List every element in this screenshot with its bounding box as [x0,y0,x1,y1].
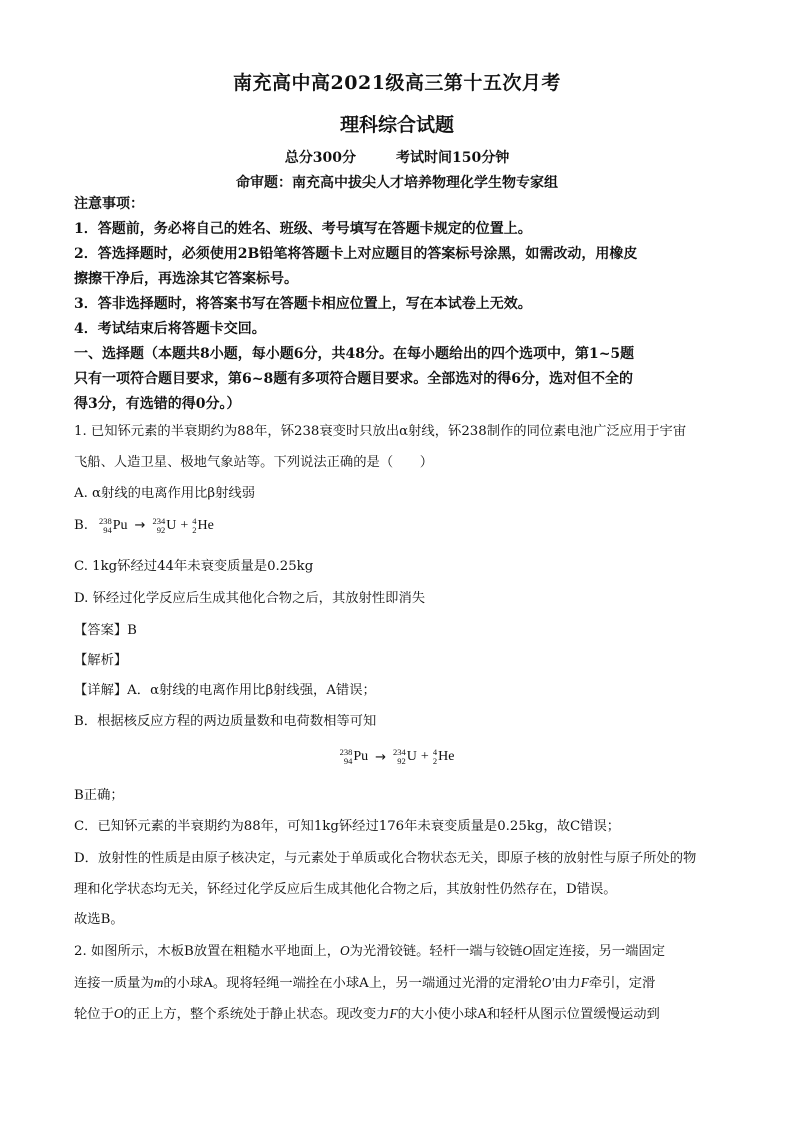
q2-text: 2. 如图所示，木板B放置在粗糙水平地面上， [74,944,341,959]
q2-text: 轮位于 [74,1007,114,1022]
he-charge: 2 [192,525,197,535]
he-nuclide [433,748,455,766]
q2-symbol-m: m [153,975,164,990]
decay-equation [98,516,215,536]
pu-mass: 238 [339,747,353,757]
question-1-stem: 飞船、人造卫星、极地气象站等。下列说法正确的是（ ） [74,455,434,470]
notice-item: 2．答选择题时，必须使用2B铅笔将答题卡上对应题目的答案标号涂黑，如需改动，用橡皮 [74,246,638,262]
option-c: C. 1kg钚经过44年未衰变质量是0.25kg [74,559,314,574]
analysis-label: 【解析】 [74,653,128,668]
question-1-stem: 1. 已知钚元素的半衰期约为88年，钚238衰变时只放出α射线，钚238制作的同位素电池广泛应用于宇宙 [74,424,687,439]
detail-a: 【详解】A．α射线的电离作用比β射线强，A错误； [74,683,376,698]
q2-text: 的小球A。现将轻绳一端拴在小球A上，另一端通过光滑的定滑轮 [163,976,542,991]
q2-symbol-f: F [389,1006,398,1021]
answer-label: 【答案】B [74,623,137,638]
total-score: 总分300分 [284,150,356,166]
q2-text: 的正上方，整个系统处于静止状态。现改变力 [123,1007,390,1022]
notice-item: 擦擦干净后，再选涂其它答案标号。 [74,271,298,287]
option-b [74,516,724,536]
exam-author: 命审题：南充高中拔尖人才培养物理化学生物专家组 [236,175,558,191]
u-nuclide [152,516,176,536]
he-symbol: He [438,749,455,764]
u-symbol: U [166,518,177,533]
u-mass: 234 [393,747,406,757]
q2-text: 为光滑铰链。轻杆一端与铰链 [349,944,523,959]
notice-heading: 注意事项： [74,196,144,212]
he-nuclide [192,516,214,536]
u-charge: 92 [397,756,406,766]
option-d: D. 钚经过化学反应后生成其他化合物之后，其放射性即消失 [74,591,426,606]
decay-equation-display [0,748,794,766]
reaction-arrow: → [375,749,387,765]
conclusion: 故选B。 [74,912,124,927]
section-instructions: 得3分，有选错的得0分。） [74,396,241,412]
u-symbol: U [406,749,417,764]
decay-equation-centered [339,748,456,766]
he-mass: 4 [192,516,197,526]
pu-charge: 94 [103,525,112,535]
q2-text: 由力 [554,976,581,991]
exam-meta [0,147,794,167]
q2-symbol-o: O [113,1006,124,1021]
plus-sign: + [180,518,189,533]
detail-b-result: B正确； [74,788,124,803]
q2-symbol-o-prime: O′ [541,975,555,990]
q2-symbol-o: O [340,943,350,958]
he-charge: 2 [432,756,438,766]
u-nuclide [393,748,417,766]
u-charge: 92 [156,525,166,535]
exam-subtitle: 理科综合试题 [339,114,454,136]
exam-time: 考试时间150分钟 [396,150,510,166]
question-2-line-3 [74,1004,724,1025]
exam-title: 南充高中高2021级高三第十五次月考 [233,72,561,94]
notice-item: 1．答题前，务必将自己的姓名、班级、考号填写在答题卡规定的位置上。 [74,221,532,237]
question-2-line-2 [74,973,724,994]
detail-b: B．根据核反应方程的两边质量数和电荷数相等可知 [74,714,377,729]
q2-text: 固定连接，另一端固定 [532,944,666,959]
q2-text: 连接一质量为 [74,976,154,991]
option-a: A. α射线的电离作用比β射线弱 [74,486,255,501]
option-b-label: B. [74,518,88,533]
he-mass: 4 [432,747,438,757]
q2-text: 的大小使小球A和轻杆从图示位置缓慢运动到 [397,1007,660,1022]
u-mass: 234 [152,516,166,526]
pu-symbol: Pu [353,749,369,764]
q2-symbol-o: O [522,943,533,958]
reaction-arrow: → [134,518,146,533]
detail-d: D．放射性的性质是由原子核决定，与元素处于单质或化合物状态无关，即原子核的放射性与原子所处的物 [74,851,697,866]
pu-nuclide [99,516,128,536]
detail-d: 理和化学状态均无关，钚经过化学反应后生成其他化合物之后，其放射性仍然存在，D错误。 [74,882,617,897]
pu-symbol: Pu [112,518,128,533]
notice-item: 4．考试结束后将答题卡交回。 [74,321,266,337]
pu-nuclide [340,748,369,766]
pu-charge: 94 [343,756,353,766]
detail-c: C．已知钚元素的半衰期约为88年，可知1kg钚经过176年未衰变质量是0.25kg，故C错误； [74,819,621,834]
question-2-line-1 [74,941,724,962]
q2-symbol-f: F [580,975,589,990]
notice-item: 3．答非选择题时，将答案书写在答题卡相应位置上，写在本试卷上无效。 [74,296,532,312]
he-symbol: He [197,518,214,533]
plus-sign: + [420,749,429,764]
q2-text: 牵引，定滑 [588,976,656,991]
pu-mass: 238 [99,516,112,526]
section-instructions: 只有一项符合题目要求，第6~8题有多项符合题目要求。全部选对的得6分，选对但不全的 [74,371,633,387]
section-instructions: 一、选择题（本题共8小题，每小题6分，共48分。在每小题给出的四个选项中，第1~5题 [74,346,635,362]
